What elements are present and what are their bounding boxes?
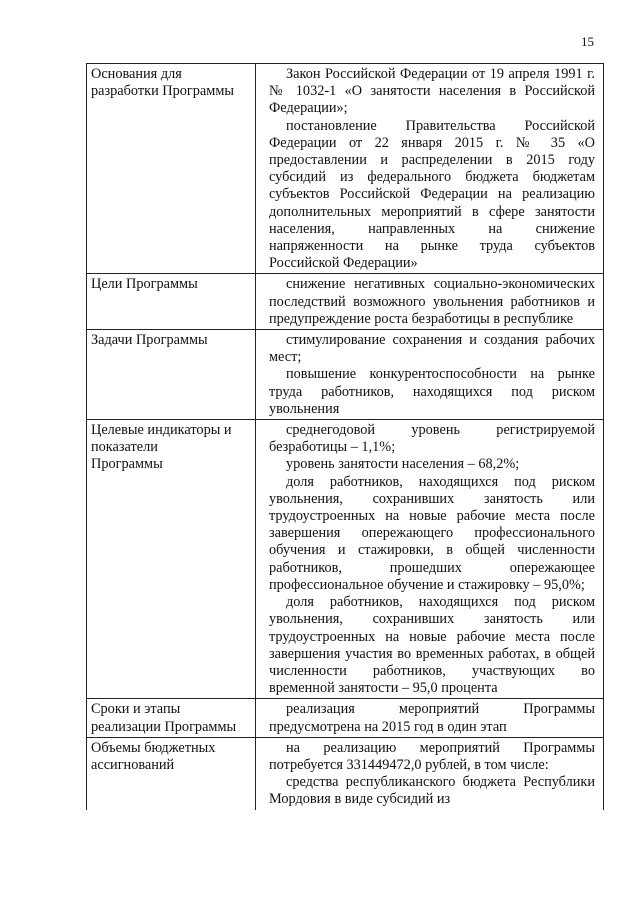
- table-row: [87, 64, 604, 274]
- table-row: [87, 737, 604, 809]
- row-label: Целевые индикаторы и показатели Программы: [91, 422, 232, 473]
- row-content-cell: [256, 274, 604, 330]
- paragraph: средства республиканского бюджета Республики Мордовия в виде субсидий из: [269, 774, 595, 808]
- table-row: [87, 274, 604, 330]
- row-label-cell: [87, 737, 256, 809]
- paragraph: повышение конкурентоспособности на рынке труда работников, находящихся под риском увольнения: [269, 366, 595, 417]
- row-label: Задачи Программы: [91, 332, 208, 349]
- paragraph: доля работников, находящихся под риском увольнения, сохранивших занятость или трудоустроенных на новые рабочие места после завершения участия во временных работах, в общей численности работников, участвующих во временной занятости – 95,0 процента: [269, 594, 595, 697]
- paragraph: реализация мероприятий Программы предусмотрена на 2015 год в один этап: [269, 701, 595, 735]
- row-label-cell: [87, 420, 256, 699]
- paragraph: снижение негативных социально-экономических последствий возможного увольнения работников и предупреждение роста безработицы в республике: [269, 276, 595, 327]
- row-label: Сроки и этапы реализации Программы: [91, 701, 237, 735]
- row-content-cell: [256, 737, 604, 809]
- paragraph: на реализацию мероприятий Программы потребуется 331449472,0 рублей, в том числе:: [269, 739, 595, 773]
- row-label: Объемы бюджетных ассигнований: [91, 739, 216, 773]
- paragraph: среднегодовой уровень регистрируемой безработицы – 1,1%;: [269, 422, 595, 456]
- row-content-cell: [256, 420, 604, 699]
- paragraph: уровень занятости населения – 68,2%;: [286, 456, 520, 473]
- row-content-cell: [256, 330, 604, 420]
- row-content-cell: [256, 64, 604, 274]
- row-label: Цели Программы: [91, 276, 198, 293]
- paragraph: Закон Российской Федерации от 19 апреля 1991 г. № 1032-1 «О занятости населения в Российской Федерации»;: [269, 66, 595, 117]
- paragraph: постановление Правительства Российской Федерации от 22 января 2015 г. № 35 «О предоставлении и распределении в 2015 году субсидий из федерального бюджета бюджетам субъектов Российской Федерации на реализацию дополнительных мероприятий в сфере занятости населения, направленных на снижение напряженности на рынке труда субъектов Российской Федерации»: [269, 117, 595, 272]
- table-row: [87, 330, 604, 420]
- table-row: [87, 420, 604, 699]
- row-label-cell: [87, 330, 256, 420]
- page-number: 15: [581, 34, 594, 49]
- row-label-cell: [87, 64, 256, 274]
- row-label: Основания для разработки Программы: [91, 66, 234, 100]
- paragraph: доля работников, находящихся под риском увольнения, сохранивших занятость или трудоустроенных на новые рабочие места после завершения опережающего профессионального обучения и стажировки, в общей численности работников, прошедших опережающее профессиональное обучение и стажировку – 95,0%;: [269, 473, 595, 593]
- row-content-cell: [256, 699, 604, 737]
- program-passport-table: [86, 63, 604, 810]
- row-label-cell: [87, 274, 256, 330]
- paragraph: стимулирование сохранения и создания рабочих мест;: [269, 332, 595, 366]
- table-row: [87, 699, 604, 737]
- row-label-cell: [87, 699, 256, 737]
